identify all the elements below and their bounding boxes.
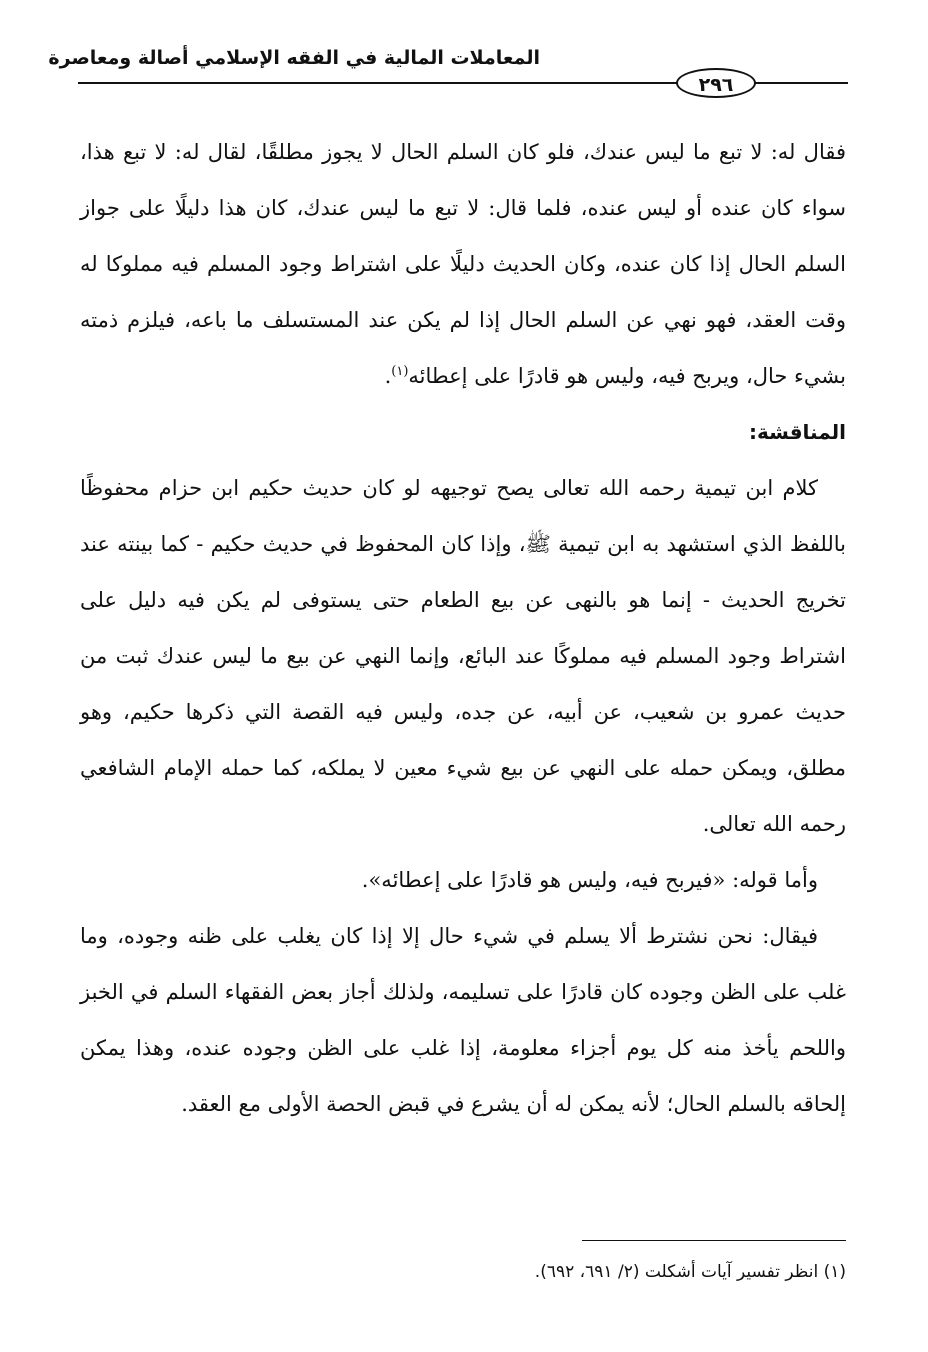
running-title: المعاملات المالية في الفقه الإسلامي أصالة ومعاصرة xyxy=(48,47,540,69)
section-heading: المناقشة: xyxy=(748,420,846,444)
paragraph-3: وأما قوله: «فيربح فيه، وليس هو قادرًا على إعطائه». xyxy=(361,868,818,892)
main-text xyxy=(80,124,846,1132)
footnote-reference: (١) xyxy=(391,364,409,379)
paragraph-2: كلام ابن تيمية رحمه الله تعالى يصح توجيهه لو كان حديث حكيم ابن حزام محفوظًا باللفظ الذي استشهد به ابن تيمية ﷺ، وإذا كان المحفوظ في حديث حكيم - كما بينته عند تخريج الحديث - إنما هو بالنهى عن بيع الطعام حتى يستوفى لم يكن فيه دليل على اشتراط وجود المسلم فيه مملوكًا عند البائع، وإنما النهي عن بيع ما ليس عندك ثبت من حديث عمرو بن شعيب، عن أبيه، عن جده، وليس فيه القصة التي ذكرها حكيم، وهو مطلق، ويمكن حمله على النهي عن بيع شيء معين لا يملكه، كما حمله الإمام الشافعي رحمه الله تعالى. xyxy=(80,476,846,836)
paragraph-4: فيقال: نحن نشترط ألا يسلم في شيء حال إلا إذا كان يغلب على ظنه وجوده، وما غلب على الظن وجوده كان قادرًا على تسليمه، ولذلك أجاز بعض الفقهاء السلم في الخبز واللحم يأخذ منه كل يوم أجزاء معلومة، إذا غلب على الظن وجوده عنده، وهذا يمكن إلحاقه بالسلم الحال؛ لأنه يمكن له أن يشرع في قبض الحصة الأولى مع العقد. xyxy=(80,924,846,1116)
paragraph-1-text: فقال له: لا تبع ما ليس عندك، فلو كان السلم الحال لا يجوز مطلقًا، لقال له: لا تبع هذا، سواء كان عنده أو ليس عنده، فلما قال: لا تبع ما ليس عندك، كان هذا دليلًا على جواز السلم الحال إذا كان عنده، وكان الحديث دليلًا على اشتراط وجود المسلم فيه مملوكا له وقت العقد، فهو نهي عن السلم الحال إذا لم يكن عند المستسلف ما باعه، فيلزم ذمته بشيء حال، ويربح فيه، وليس هو قادرًا على إعطائه xyxy=(80,140,846,388)
footnote-rule xyxy=(582,1240,846,1241)
page-number: ٢٩٦ xyxy=(676,68,756,98)
paragraph-1 xyxy=(80,124,846,404)
paragraph-1-end: . xyxy=(384,364,392,388)
footnote: (١) انظر تفسير آيات أشكلت (٢/ ٦٩١، ٦٩٢). xyxy=(534,1262,846,1282)
